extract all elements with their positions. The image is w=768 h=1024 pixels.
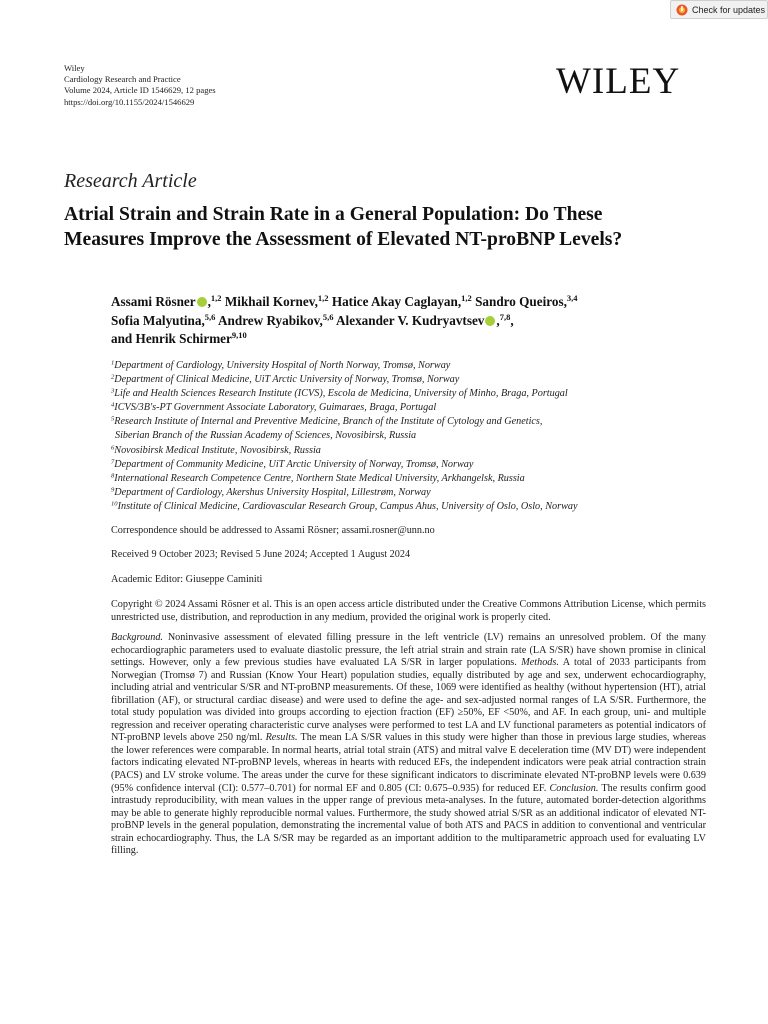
affiliation-text: Department of Cardiology, Akershus University Hospital, Lillestrøm, Norway	[114, 486, 431, 498]
publisher-name: Wiley	[64, 63, 85, 73]
author-affiliation-marker: 9,10	[231, 330, 247, 340]
author-name: Sandro Queiros,	[475, 294, 567, 309]
author-name: Hatice Akay Caglayan,	[331, 294, 462, 309]
abstract-conclusion-label: Conclusion.	[549, 782, 599, 794]
correspondence: Correspondence should be addressed to Assami Rösner; assami.rosner@unn.no	[111, 525, 435, 536]
affiliation-list	[111, 359, 731, 514]
affiliation-number: 2	[111, 373, 115, 381]
article-type: Research Article	[64, 170, 197, 192]
affiliation-text: ICVS/3B's-PT Government Associate Laboratory, Guimaraes, Braga, Portugal	[114, 402, 437, 414]
orcid-icon[interactable]	[485, 316, 495, 326]
copyright-notice: Copyright © 2024 Assami Rösner et al. This is an open access article distributed under the Creative Commons Attribution License, which permits unrestricted use, distribution, and reproduction in any medium, provided the original work is properly cited.	[111, 599, 706, 623]
received-dates: Received 9 October 2023; Revised 5 June 2024; Accepted 1 August 2024	[111, 549, 411, 560]
wiley-logo: WILEY	[556, 61, 681, 102]
check-updates-label: Check for updates	[692, 4, 766, 15]
affiliation-item	[111, 444, 731, 458]
doi-link[interactable]: https://doi.org/10.1155/2024/1546629	[64, 96, 195, 107]
author-list: Assami Rösner ,$^{1,2}$ Mikhail Kornev,$^{1,2}$ Hatice Akay Caglayan,$^{1,2}$ Sandro Queiros,$^{3,4}$ Sofia Malyutina,$^{5,6}$ Andrew Ryabikov,$^{5,6}$ Alexander V. Kudryavtsev ,$^{7,8}$, and Henrik Schirmer$^{9,10}$	[111, 293, 578, 346]
orcid-icon[interactable]	[197, 297, 207, 307]
author-name: Mikhail Kornev,	[224, 294, 318, 309]
affiliation-text: Siberian Branch of the Russian Academy of Sciences, Novosibirsk, Russia	[115, 430, 417, 442]
affiliation-text: Life and Health Sciences Research Institute (ICVS), Escola de Medicina, University of Minho, Braga, Portugal	[114, 388, 568, 400]
author-affiliation-marker: 1,2	[461, 293, 472, 303]
article-title	[64, 202, 714, 252]
check-updates-icon	[676, 4, 688, 16]
affiliation-item	[111, 359, 731, 373]
author-name: Assami Rösner	[111, 294, 196, 309]
affiliation-item	[111, 401, 731, 415]
affiliation-item	[111, 373, 731, 387]
affiliation-text: Institute of Clinical Medicine, Cardiovascular Research Group, Campus Ahus, University of Oslo, Oslo, Norway	[117, 500, 578, 512]
affiliation-item	[111, 500, 731, 514]
affiliation-number: 5	[111, 415, 115, 423]
affiliation-number: 10	[111, 500, 118, 508]
author-name: Sofia Malyutina,	[111, 312, 205, 328]
author-affiliation-marker: 1,2	[210, 293, 222, 303]
abstract-methods: A total of 2033 participants from Norwegian (Tromsø 7) and Russian (Know Your Heart) population studies, equally distributed by age and sex, underwent echocardiography, including atrial and ventricular S/SR and NT-proBNP measurements. Of these, 1069 were identified as healthy (without hypertension (HT), atrial fibrillation (AF), or structural cardiac disease) and were used to define the age- and sex-adjusted normal ranges of LA S/SR. Furthermore, the total study population was divided into groups according to ejection fraction (EF) ≥50%, EF <50%, and AF. In each group, uni- and multiple regression and receiver operating characteristic curve analyses were performed to test LA and LV functional parameters as potential indicators of NT-proBNP levels above 250 ng/ml.	[111, 657, 707, 744]
abstract-methods-label: Methods.	[521, 657, 559, 669]
title-line-2: Measures Improve the Assessment of Elevated NT-proBNP Levels?	[64, 229, 623, 250]
abstract-conclusion: The results confirm good intrastudy reproducibility, with mean values in the upper range of previous meta-analyses. In the future, automated border-detection algorithms may be able to generate highly reproducible normal values. Furthermore, the study showed atrial S/SR as an additional indicator of elevated NT-proBNP levels in the general population, demonstrating the incremental value of both ATS and PACS in addition to conventional and ventricular strain echocardiography. Thus, the LA S/SR may be regarded as an important addition to the multiparametric approach used for evaluating LV filling.	[111, 782, 707, 857]
affiliation-item	[111, 472, 731, 486]
affiliation-item	[111, 458, 731, 472]
affiliation-number: 1	[111, 359, 115, 367]
author-affiliation-marker: 5,6	[322, 311, 334, 322]
affiliation-item	[111, 429, 731, 443]
journal-meta	[64, 63, 216, 108]
author-name: Alexander V. Kudryavtsev	[336, 312, 485, 328]
author-affiliation-marker: 5,6	[204, 311, 216, 322]
affiliation-number: 4	[111, 401, 115, 409]
affiliation-text: Department of Community Medicine, UiT Arctic University of Norway, Tromsø, Norway	[114, 458, 474, 470]
volume-line: Volume 2024, Article ID 1546629, 12 pages	[64, 85, 216, 96]
affiliation-text: Department of Cardiology, University Hospital of North Norway, Tromsø, Norway	[114, 360, 451, 371]
affiliation-number: 8	[111, 472, 115, 480]
affiliation-item	[111, 387, 731, 401]
author-name: Andrew Ryabikov,	[218, 312, 323, 328]
affiliation-number: 3	[111, 387, 115, 395]
academic-editor: Academic Editor: Giuseppe Caminiti	[111, 574, 263, 585]
abstract-results: The mean LA S/SR values in this study were higher than those in previous large studies, whereas the lower references were comparable. In normal hearts, atrial total strain (ATS) and mitral valve E deceleration time (MV DT) were independent factors indicating elevated NT-proBNP levels, whereas in hearts with reduced EFs, the independent indicators were peak atrial contraction strain (PACS) and LV stroke volume. The areas under the curve for these significant indicators to discriminate elevated NT-proBNP levels were 0.639 (95% confidence interval (CI): 0.577–0.701) for normal EF and 0.805 (CI: 0.675–0.935) for reduced EF.	[111, 732, 706, 794]
affiliation-text: Research Institute of Internal and Preventive Medicine, Branch of the Institute of Cytology and Genetics,	[114, 416, 543, 428]
author-affiliation-marker: 3,4	[566, 293, 578, 303]
affiliation-text: International Research Competence Centre, Northern State Medical University, Arkhangelsk, Russia	[114, 472, 525, 484]
affiliation-number: 6	[111, 444, 115, 452]
affiliation-text: Novosibirsk Medical Institute, Novosibirsk, Russia	[114, 444, 321, 456]
abstract-background-label: Background.	[111, 632, 163, 643]
affiliation-item	[111, 486, 731, 500]
journal-name: Cardiology Research and Practice	[64, 74, 181, 85]
affiliation-item	[111, 415, 731, 429]
affiliation-text: Department of Clinical Medicine, UiT Arctic University of Norway, Tromsø, Norway	[114, 374, 460, 386]
check-for-updates-button[interactable]	[670, 0, 768, 19]
title-line-1: Atrial Strain and Strain Rate in a General Population: Do These	[64, 204, 603, 225]
author-affiliation-marker: 1,2	[317, 293, 329, 303]
abstract	[111, 632, 706, 858]
abstract-background: Noninvasive assessment of elevated filling pressure in the left ventricle (LV) remains an unresolved problem. Of the many echocardiographic parameters used to evaluate diastolic pressure, the left atrial strain and strain rate (LA S/SR) have shown promise in clinical settings. However, only a few previous studies have evaluated LA S/SR in larger populations.	[111, 632, 707, 669]
affiliation-number: 7	[111, 458, 115, 466]
author-name: and Henrik Schirmer	[111, 331, 232, 346]
author-affiliation-marker: 7,8	[499, 311, 511, 322]
affiliation-number: 9	[111, 486, 115, 494]
abstract-results-label: Results.	[265, 732, 298, 744]
